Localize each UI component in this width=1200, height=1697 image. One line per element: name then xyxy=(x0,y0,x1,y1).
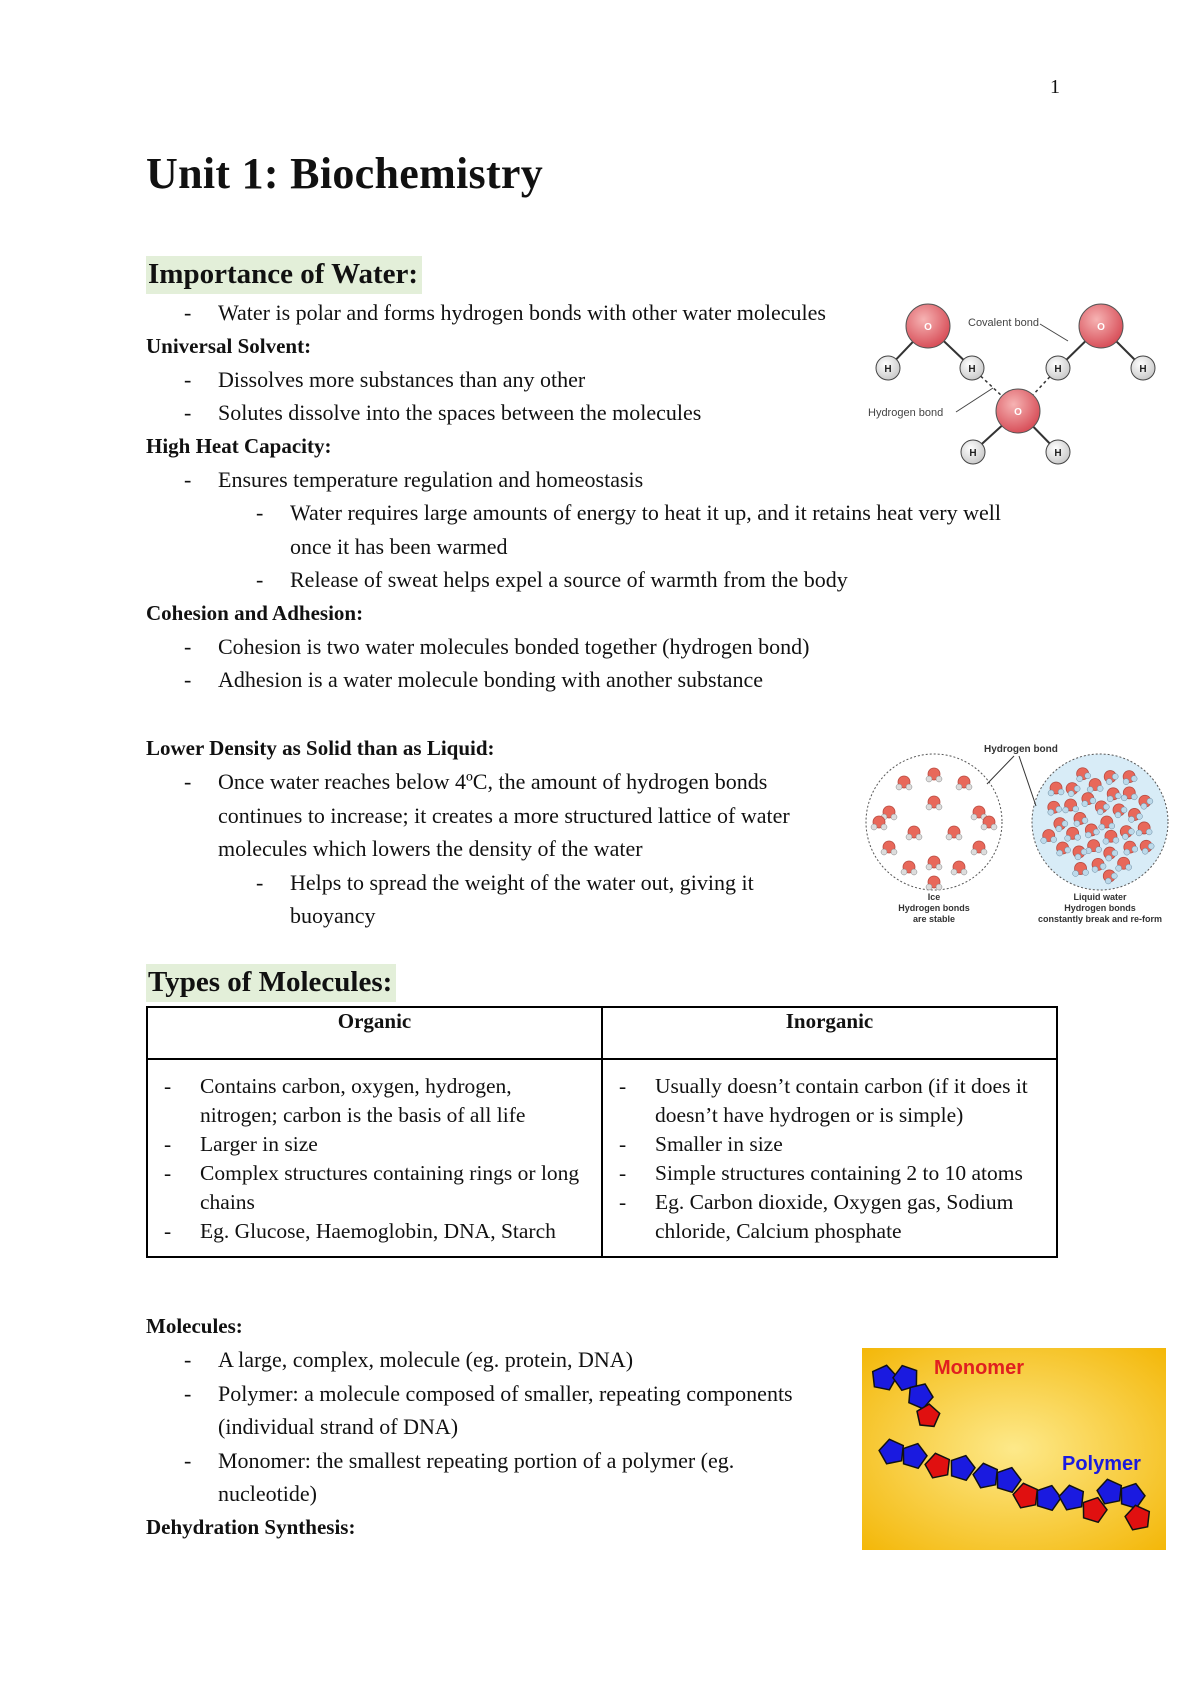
hydrogen-atom xyxy=(1063,807,1069,813)
molecule-types-table xyxy=(146,1006,1058,1258)
ice-liquid-diagram xyxy=(864,742,1170,930)
hydrogen-atom xyxy=(1142,848,1148,854)
hydrogen-atom xyxy=(1077,776,1083,782)
hydrogen-atom xyxy=(1128,829,1134,835)
list-item: - Release of sweat helps expel a source of warmth from the body xyxy=(146,563,1046,597)
hydrogen-atom xyxy=(1106,779,1112,785)
hydrogen-atom xyxy=(1048,809,1054,815)
list-item: - Water requires large amounts of energy to heat it up, and it retains heat very well once it has been warmed xyxy=(146,496,1046,563)
hydrogen-atom xyxy=(1082,801,1088,807)
hydrogen-atom xyxy=(1132,846,1138,852)
hydrogen-atom xyxy=(991,824,997,830)
hydrogen-atom xyxy=(1097,786,1103,792)
hydrogen-atom xyxy=(1082,817,1088,823)
hydrogen-atom xyxy=(1092,866,1098,872)
hydrogen-atom xyxy=(1068,791,1074,797)
liquid-caption-3: constantly break and re-form xyxy=(1037,914,1163,924)
list-item: - Complex structures containing rings or long chains xyxy=(158,1159,593,1217)
hydrogen-label: H xyxy=(1054,364,1062,375)
list-item: - Cohesion is two water molecules bonded together (hydrogen bond) xyxy=(146,630,1046,664)
hydrogen-atom xyxy=(1075,834,1081,840)
hydrogen-atom xyxy=(1097,809,1103,815)
liquid-caption-2: Hydrogen bonds xyxy=(1064,903,1136,913)
hydrogen-atom xyxy=(1128,816,1134,822)
section-heading-types: Types of Molecules: xyxy=(146,964,396,1002)
hydrogen-atom xyxy=(1126,864,1132,870)
hydrogen-atom xyxy=(906,834,912,840)
list-item: - Contains carbon, oxygen, hydrogen, nitrogen; carbon is the basis of all life xyxy=(158,1072,593,1130)
hydrogen-atom xyxy=(1081,849,1087,855)
hydrogen-atom xyxy=(1121,807,1127,813)
hydrogen-atom xyxy=(1105,878,1111,884)
hydrogen-atom xyxy=(1131,794,1137,800)
oxygen-label: O xyxy=(924,322,932,333)
hydrogen-atom xyxy=(1056,806,1062,812)
ice-caption-1: Ice xyxy=(927,892,941,902)
subheading-universal-solvent: Universal Solvent: xyxy=(146,333,312,358)
list-item: - Polymer: a molecule composed of smaller, repeating components (individual strand of DNA) xyxy=(146,1377,826,1444)
hydrogen-atom xyxy=(1111,873,1117,879)
hydrogen-atom xyxy=(891,814,897,820)
hydrogen-atom xyxy=(951,869,957,875)
hydrogen-atom xyxy=(971,814,977,820)
hydrogen-atom xyxy=(1112,850,1118,856)
hydrogen-atom xyxy=(1121,795,1127,801)
ice-caption-2: Hydrogen bonds xyxy=(898,903,970,913)
hydrogen-atom xyxy=(901,869,907,875)
polymer-diagram xyxy=(862,1348,1166,1550)
hydrogen-atom xyxy=(1116,865,1122,871)
hydrogen-atom xyxy=(966,784,972,790)
page-number: 1 xyxy=(1050,76,1060,98)
density-section xyxy=(146,732,866,933)
hydrogen-atom xyxy=(911,869,917,875)
page-title: Unit 1: Biochemistry xyxy=(146,149,544,198)
hydrogen-bond-label: Hydrogen bond xyxy=(868,407,944,419)
hydrogen-atom xyxy=(926,776,932,782)
hydrogen-atom xyxy=(1085,773,1091,779)
hydrogen-atom xyxy=(1048,790,1054,796)
types-section-heading-wrap xyxy=(146,964,396,1002)
hydrogen-atom xyxy=(1100,863,1106,869)
cohesion-list xyxy=(146,630,1046,697)
hydrogen-atom xyxy=(936,864,942,870)
hydrogen-atom xyxy=(1083,869,1089,875)
hydrogen-atom xyxy=(1075,854,1081,860)
table-row xyxy=(147,1059,1057,1257)
hydrogen-atom xyxy=(1115,793,1121,799)
hydrogen-atom xyxy=(1103,804,1109,810)
hydrogen-atom xyxy=(1107,796,1113,802)
hydrogen-atom xyxy=(1147,798,1153,804)
hydrogen-atom xyxy=(896,784,902,790)
organic-cell xyxy=(147,1059,602,1257)
hydrogen-atom xyxy=(971,849,977,855)
hydrogen-atom xyxy=(1124,849,1130,855)
oxygen-label: O xyxy=(1014,407,1022,418)
hydrogen-atom xyxy=(891,849,897,855)
hydrogen-atom xyxy=(1122,834,1128,840)
hydrogen-atom xyxy=(961,869,967,875)
hydrogen-atom xyxy=(936,776,942,782)
hydrogen-atom xyxy=(1085,832,1091,838)
hydrogen-atom xyxy=(1073,870,1079,876)
hydrogen-atom xyxy=(1096,847,1102,853)
hydrogen-atom xyxy=(1058,789,1064,795)
monomer-label: Monomer xyxy=(934,1357,1024,1379)
hydrogen-atom xyxy=(1074,786,1080,792)
list-item: - Eg. Glucose, Haemoglobin, DNA, Starch xyxy=(158,1217,593,1246)
hydrogen-atom xyxy=(981,824,987,830)
oxygen-label: O xyxy=(1097,322,1105,333)
list-item: - Monomer: the smallest repeating portion of a polymer (eg. nucleotide) xyxy=(146,1444,826,1511)
molecules-section xyxy=(146,1310,846,1544)
hydrogen-atom xyxy=(1093,829,1099,835)
list-item: - Ensures temperature regulation and homeostasis xyxy=(146,463,1046,497)
hydrogen-atom xyxy=(1090,798,1096,804)
subheading-molecules: Molecules: xyxy=(146,1314,243,1338)
hydrogen-label: H xyxy=(884,364,892,375)
list-item: - A large, complex, molecule (eg. protein, DNA) xyxy=(146,1343,826,1377)
list-item: - Eg. Carbon dioxide, Oxygen gas, Sodium chloride, Calcium phosphate xyxy=(613,1188,1048,1246)
hydrogen-atom xyxy=(936,884,942,890)
water-intro-list xyxy=(146,296,846,330)
hydrogen-atom xyxy=(926,884,932,890)
hydrogen-atom xyxy=(1106,855,1112,861)
hydrogen-atom xyxy=(1051,837,1057,843)
hydrogen-atom xyxy=(1062,821,1068,827)
water-molecule-diagram xyxy=(868,296,1168,476)
hydrogen-atom xyxy=(881,849,887,855)
hydrogen-atom xyxy=(871,824,877,830)
ice-caption-3: are stable xyxy=(912,914,956,924)
density-list xyxy=(146,765,856,933)
hydrogen-label: H xyxy=(968,364,976,375)
hydrogen-atom xyxy=(1136,813,1142,819)
hydrogen-atom xyxy=(1148,843,1154,849)
hydrogen-atom xyxy=(1123,779,1129,785)
list-item: - Simple structures containing 2 to 10 atoms xyxy=(613,1159,1048,1188)
hydrogen-atom xyxy=(1109,823,1115,829)
hydrogen-atom xyxy=(1087,787,1093,793)
hydrogen-atom xyxy=(1131,776,1137,782)
hydrogen-label: H xyxy=(1054,448,1062,459)
list-item: - Adhesion is a water molecule bonding with another substance xyxy=(146,663,1046,697)
hydrogen-bond-label: Hydrogen bond xyxy=(984,744,1058,755)
section-heading-water: Importance of Water: xyxy=(146,256,422,294)
hydrogen-atom xyxy=(956,834,962,840)
list-item: - Dissolves more substances than any other xyxy=(146,363,846,397)
hydrogen-atom xyxy=(1056,826,1062,832)
hydrogen-atom xyxy=(926,864,932,870)
column-header-organic: Organic xyxy=(147,1007,602,1059)
subheading-dehydration-synthesis: Dehydration Synthesis: xyxy=(146,1514,356,1539)
hydrogen-atom xyxy=(1073,806,1079,812)
list-item: - Once water reaches below 4ºC, the amount of hydrogen bonds continues to increase; it creates a more structured lattice of water molecules which lowers the density of the water xyxy=(146,765,856,866)
hydrogen-atom xyxy=(1112,774,1118,780)
hydrogen-atom xyxy=(1099,824,1105,830)
molecules-list xyxy=(146,1343,826,1511)
subheading-density: Lower Density as Solid than as Liquid: xyxy=(146,736,495,760)
hydrogen-atom xyxy=(1115,812,1121,818)
column-header-inorganic: Inorganic xyxy=(602,1007,1057,1059)
hydrogen-atom xyxy=(916,834,922,840)
inorganic-cell xyxy=(602,1059,1057,1257)
hydrogen-atom xyxy=(956,784,962,790)
hydrogen-atom xyxy=(1065,847,1071,853)
list-item: - Solutes dissolve into the spaces between the molecules xyxy=(146,396,846,430)
covalent-bond-label: Covalent bond xyxy=(968,317,1039,329)
universal-solvent-list xyxy=(146,363,846,430)
hydrogen-atom xyxy=(1057,850,1063,856)
hydrogen-atom xyxy=(1103,838,1109,844)
heat-capacity-list xyxy=(146,463,1046,597)
hydrogen-atom xyxy=(981,849,987,855)
hydrogen-atom xyxy=(1074,820,1080,826)
table-header-row xyxy=(147,1007,1057,1059)
hydrogen-atom xyxy=(1136,830,1142,836)
water-section xyxy=(146,256,1001,697)
hydrogen-atom xyxy=(926,804,932,810)
list-item: - Usually doesn’t contain carbon (if it does it doesn’t have hydrogen or is simple) xyxy=(613,1072,1048,1130)
list-item: - Water is polar and forms hydrogen bonds with other water molecules xyxy=(146,296,846,330)
hydrogen-atom xyxy=(1065,835,1071,841)
hydrogen-atom xyxy=(936,804,942,810)
hydrogen-atom xyxy=(946,834,952,840)
hydrogen-label: H xyxy=(969,448,977,459)
list-item: - Helps to spread the weight of the water out, giving it buoyancy xyxy=(146,866,810,933)
hydrogen-atom xyxy=(881,824,887,830)
hydrogen-atom xyxy=(1113,837,1119,843)
hydrogen-atom xyxy=(1141,803,1147,809)
hydrogen-atom xyxy=(1146,829,1152,835)
list-item: - Larger in size xyxy=(158,1130,593,1159)
polymer-label: Polymer xyxy=(1062,1453,1141,1475)
hydrogen-atom xyxy=(1041,838,1047,844)
subheading-heat-capacity: High Heat Capacity: xyxy=(146,433,332,458)
liquid-caption-1: Liquid water xyxy=(1073,892,1127,902)
hydrogen-atom xyxy=(906,784,912,790)
hydrogen-label: H xyxy=(1139,364,1147,375)
subheading-cohesion: Cohesion and Adhesion: xyxy=(146,600,364,625)
list-item: - Smaller in size xyxy=(613,1130,1048,1159)
